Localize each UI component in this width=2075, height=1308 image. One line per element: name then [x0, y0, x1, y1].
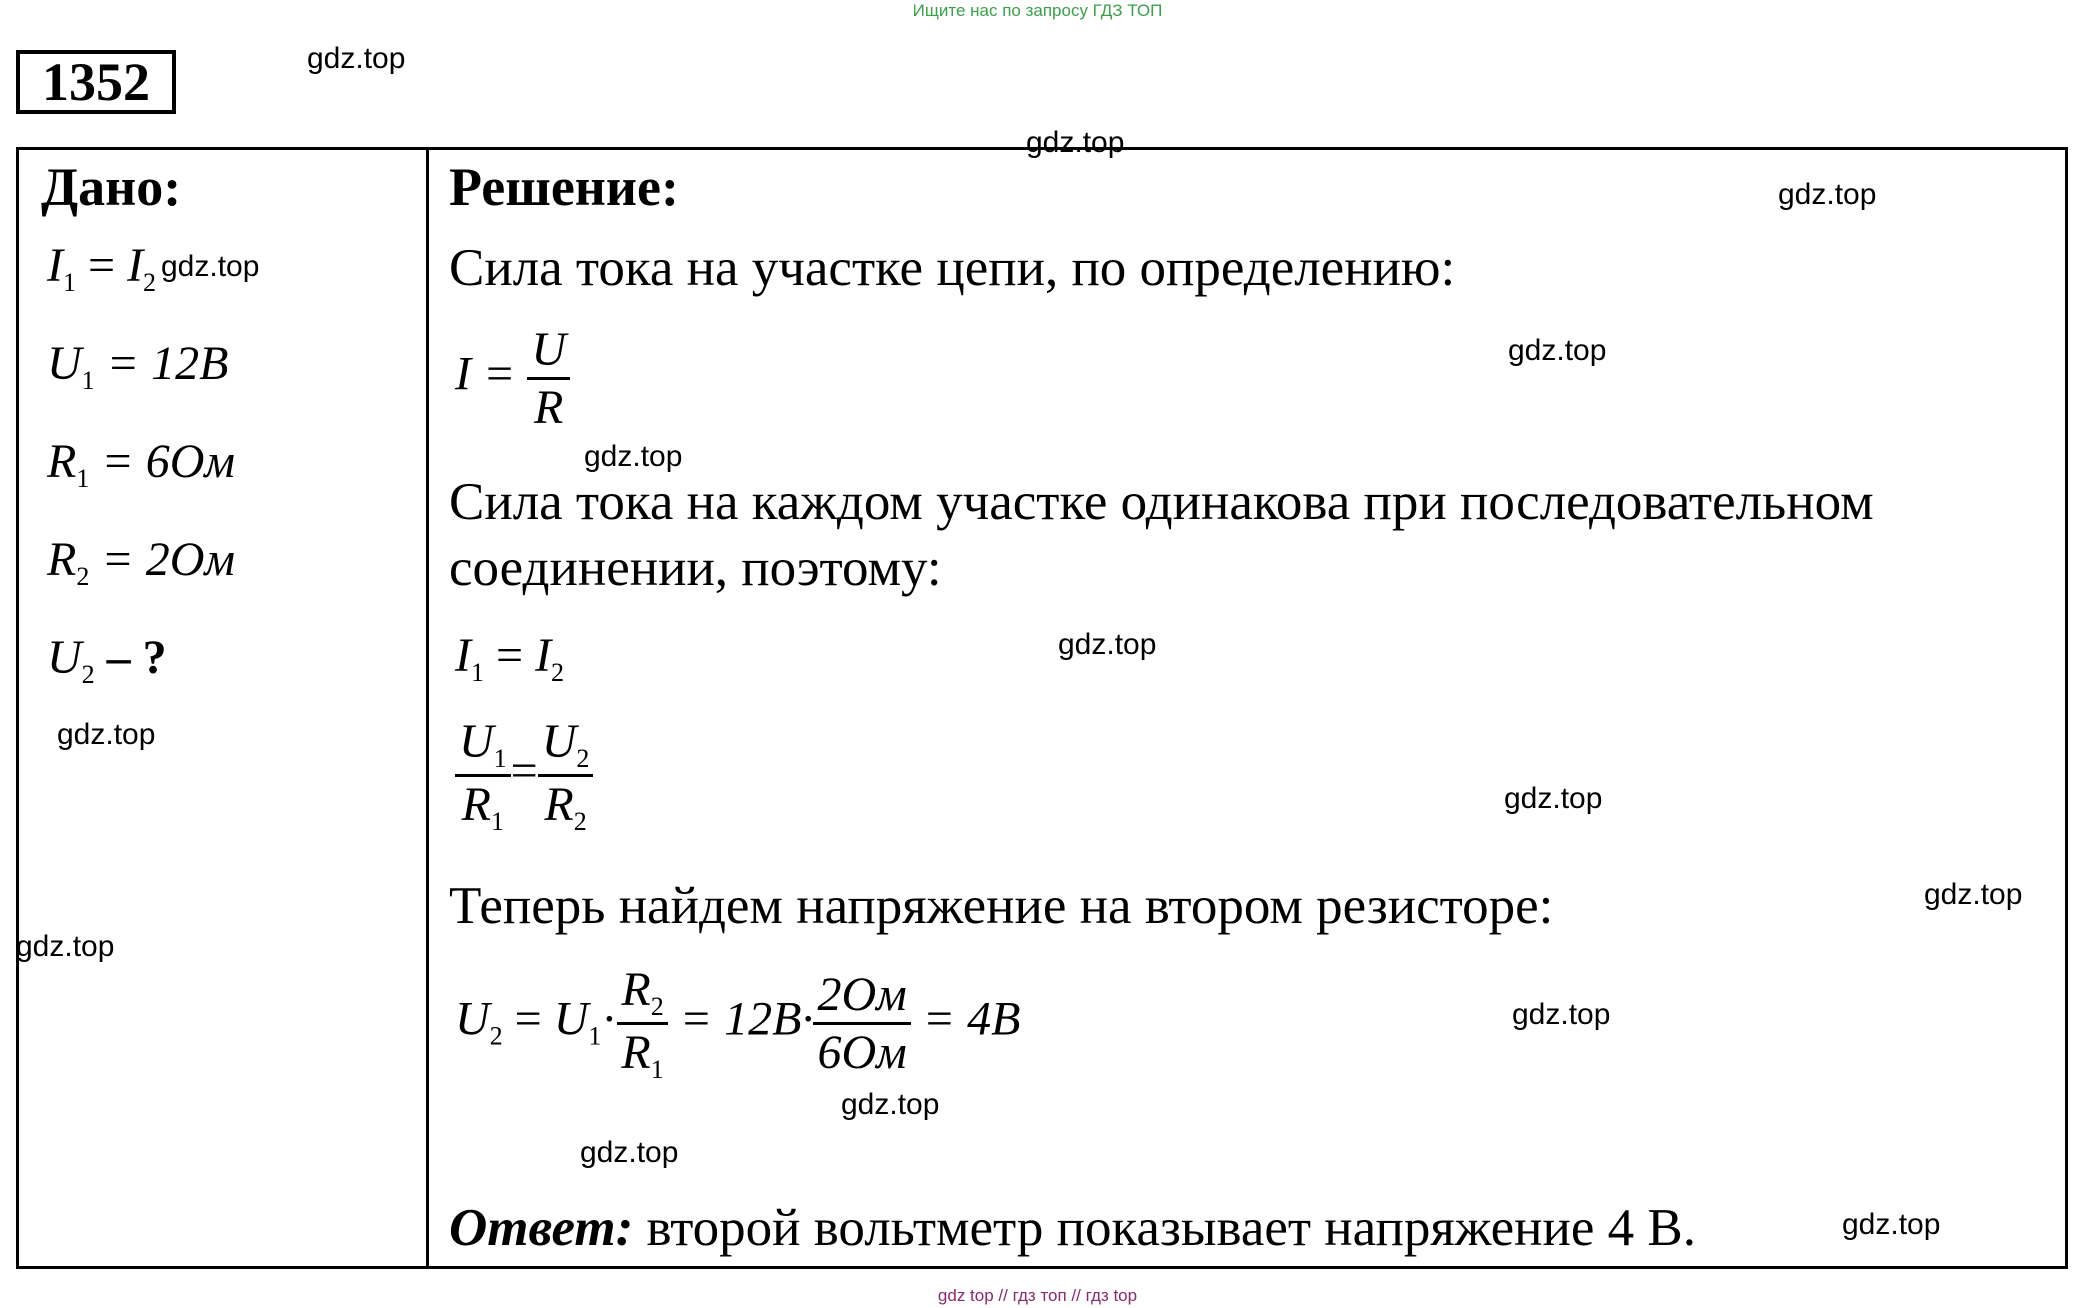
watermark: gdz.top	[1058, 628, 1157, 661]
watermark: gdz.top	[580, 1136, 679, 1169]
answer-label: Ответ:	[449, 1199, 634, 1257]
problem-number: 1352	[16, 50, 176, 114]
footer: gdz top // гдз топ // гдз top	[937, 1286, 1138, 1305]
watermark: gdz.top	[841, 1088, 940, 1121]
formula-ohm: I = $\frac{U}{R}$	[455, 322, 570, 435]
solution-line-4: Теперь найдем напряжение на втором резисторе:	[449, 877, 1554, 935]
formula-equal-currents: $I_1 = I_2$	[455, 629, 565, 687]
solution-line-2: Сила тока на каждом участке одинакова при последовательном	[449, 473, 1874, 531]
solution-table	[16, 147, 2068, 1269]
answer-text: второй вольтметр показывает напряжение 4 В.	[633, 1199, 1697, 1257]
given-eq-r1: $R_1 = 6Ом$	[47, 435, 236, 493]
watermark: gdz.top	[1504, 782, 1603, 815]
watermark: gdz.top	[307, 42, 406, 75]
solution-title: Решение:	[449, 157, 679, 217]
formula-u2-result: $U_2 = U_1\cdot$ $\frac{R_2}{R_1}$ = 12B· $\frac{2Ом}{6Ом}$ = 4B	[455, 963, 1021, 1084]
watermark: gdz.top	[1778, 178, 1877, 211]
watermark: gdz.top	[1508, 334, 1607, 367]
watermark: gdz.top	[584, 440, 683, 473]
given-eq-u2-unknown: $U_2$ – ?	[47, 631, 167, 689]
watermark: gdz.top	[1842, 1208, 1941, 1241]
watermark: gdz.top	[1026, 126, 1125, 159]
watermark: gdz.top	[1512, 998, 1611, 1031]
formula-ratio: $\frac{U_1}{R_1}$ = $\frac{U_2}{R_2}$	[455, 714, 593, 837]
watermark: gdz.top	[57, 718, 156, 751]
given-eq-u1: $U_1 = 12B$	[47, 337, 229, 395]
watermark: gdz.top	[161, 250, 260, 283]
column-divider	[426, 150, 429, 1266]
watermark: gdz.top	[16, 930, 115, 963]
solution-line-3: соединении, поэтому:	[449, 539, 942, 597]
solution-line-1: Сила тока на участке цепи, по определению:	[449, 239, 1456, 297]
given-title: Дано:	[41, 157, 182, 217]
watermark: gdz.top	[1924, 878, 2023, 911]
given-eq-r2: $R_2 = 2Ом$	[47, 533, 236, 591]
top-banner: Ищите нас по запросу ГДЗ ТОП	[912, 1, 1163, 20]
given-eq-currents: $I_1 = I_2$	[47, 239, 157, 297]
answer-line	[449, 1198, 1696, 1258]
